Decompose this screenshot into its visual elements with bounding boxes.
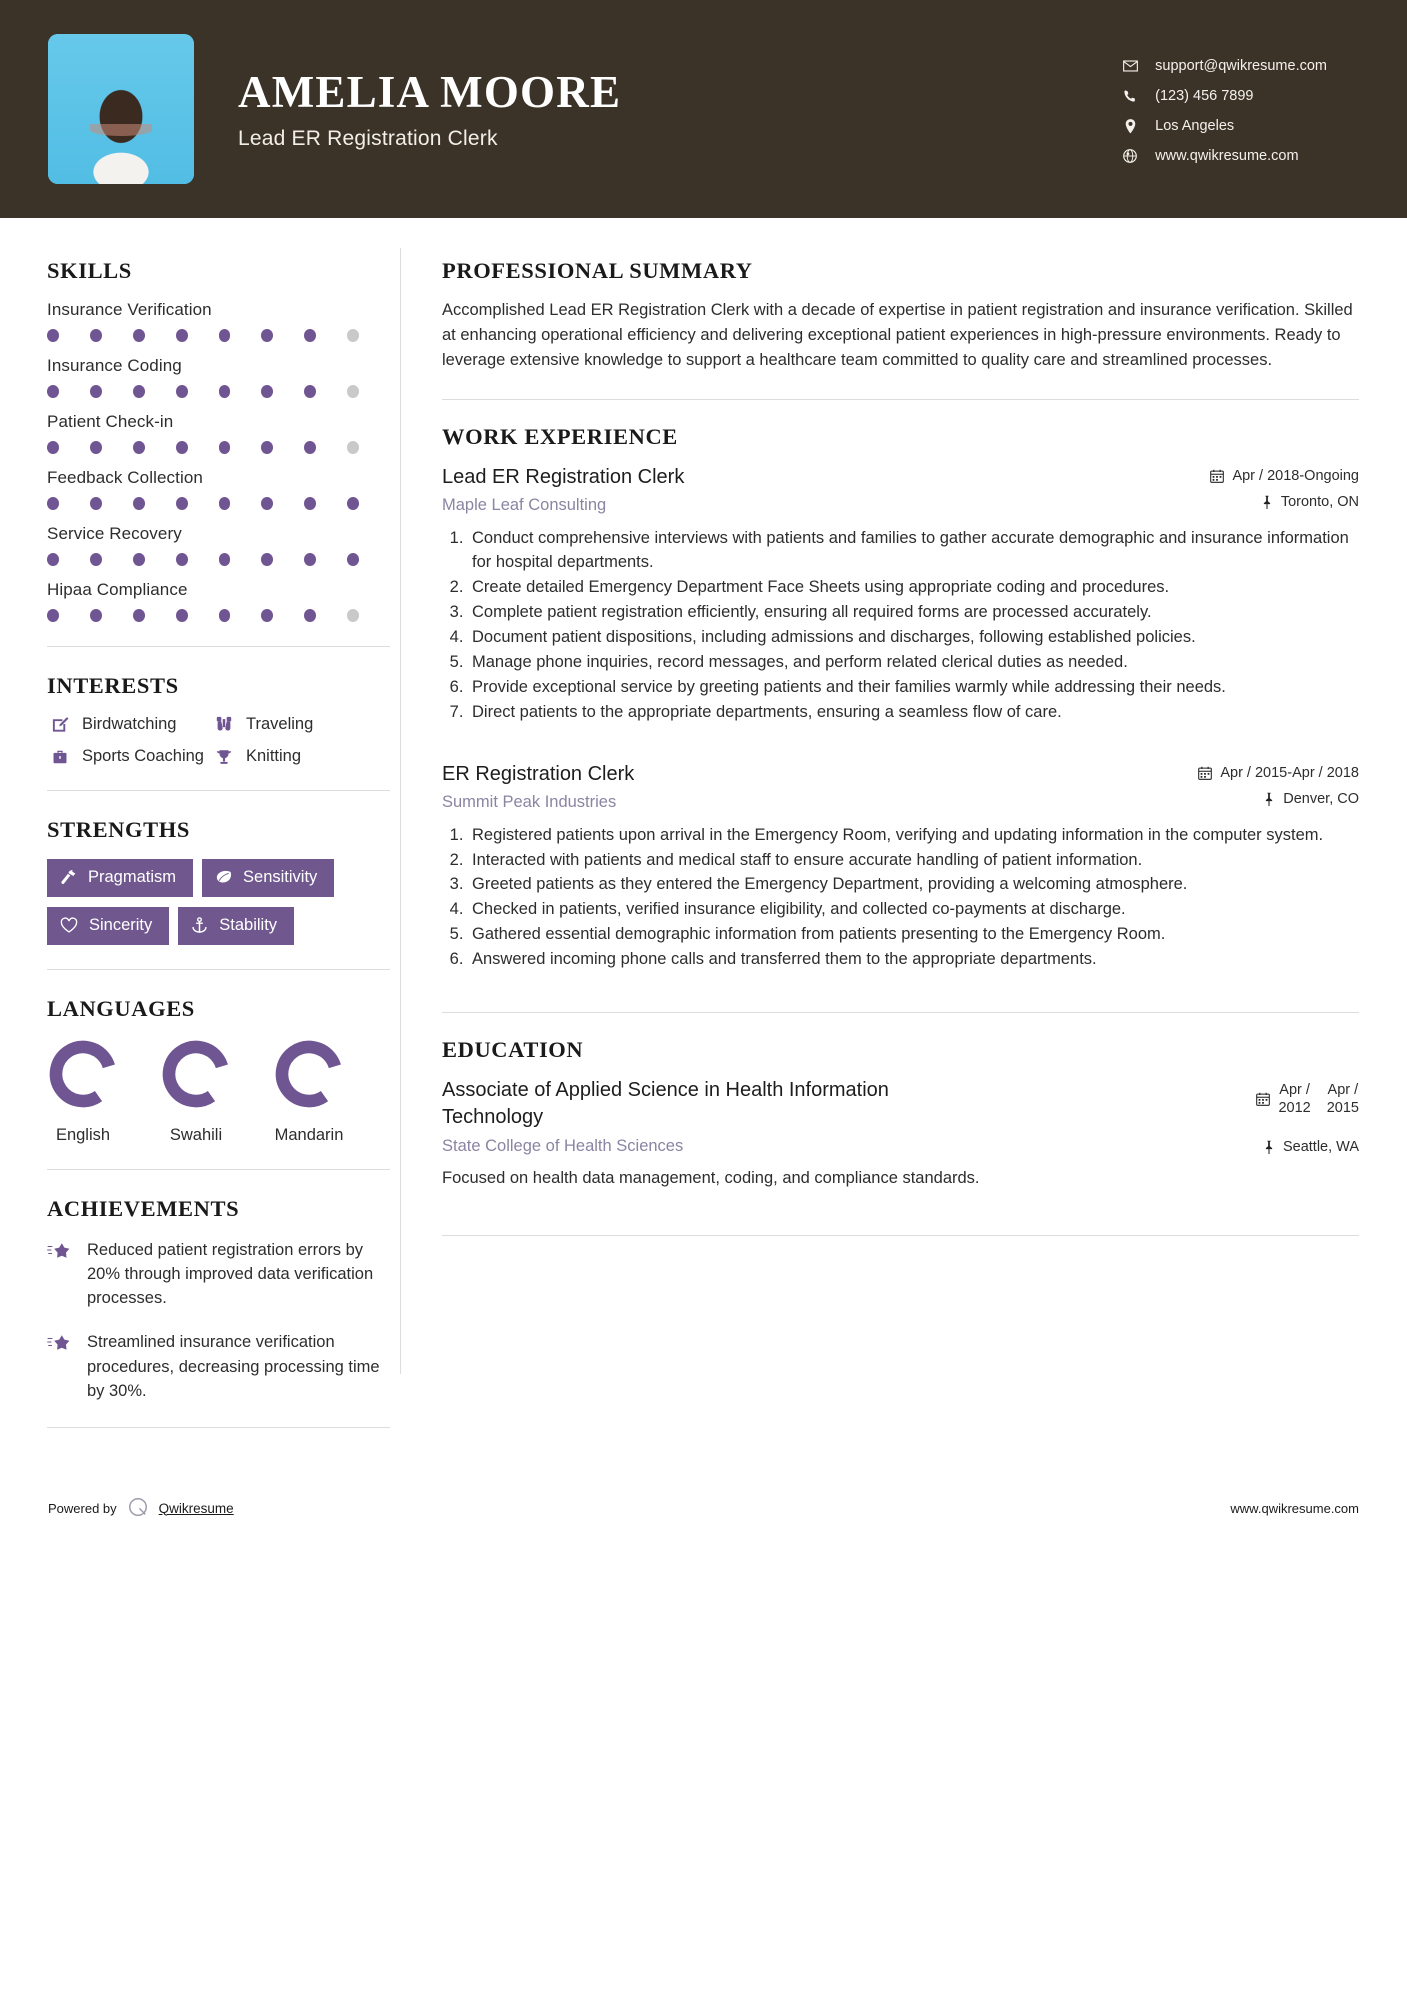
rating-dot [47,385,59,398]
rating-dot [304,609,316,622]
heart-icon [60,917,78,934]
achievement-text: Reduced patient registration errors by 20% through improved data verification processes. [87,1240,374,1308]
rating-dot [304,385,316,398]
divider [47,1427,390,1428]
rating-dot [176,385,188,398]
duty-item: 7. Direct patients to the appropriate departments, ensuring a seamless flow of care. [468,701,1359,725]
skill-label: Insurance Verification [47,300,212,319]
skill-item [47,524,390,566]
section-achievements [47,1196,390,1404]
strength-label: Sincerity [89,915,153,934]
rating-dot [261,441,273,454]
duty-item: 5. Gathered essential demographic information from patients presenting to the Emergency Room. [468,923,1359,947]
duty-item: 3. Greeted patients as they entered the Emergency Department, providing a welcoming atmosphere. [468,873,1359,897]
job-location-text: Toronto, ON [1280,494,1359,511]
summary-title: PROFESSIONAL SUMMARY [442,258,753,283]
divider [47,1169,390,1170]
rating-dot [90,609,102,622]
skill-label: Patient Check-in [47,412,174,431]
education-title: EDUCATION [442,1037,584,1063]
section-professional-summary [442,258,1359,373]
rating-dot [133,497,145,510]
language-label: Mandarin [274,1125,344,1144]
achievements-title: ACHIEVEMENTS [47,1195,240,1221]
contact-website-text[interactable]: www.qwikresume.com [1155,148,1299,164]
education-meta [1256,1077,1359,1155]
map-pin-icon [1263,792,1275,806]
rating-dot [261,497,273,510]
interest-label: Birdwatching [82,715,177,733]
rating-dot [90,385,102,398]
rating-dot [90,441,102,454]
strength-label: Stability [219,915,278,934]
skill-label: Hipaa Compliance [47,580,188,599]
duty-item: 2. Interacted with patients and medical staff to ensure accurate handling of patient information. [468,849,1359,873]
rating-dot [176,553,188,566]
skill-rating [47,329,390,342]
rating-dot [219,497,231,510]
rating-dot [133,609,145,622]
education-date-start [1278,1081,1310,1117]
skill-rating [47,553,390,566]
rating-dot [219,329,231,342]
skill-item [47,412,390,454]
contact-location-text: Los Angeles [1155,118,1235,134]
resume-body [0,218,1407,1454]
divider [47,969,390,970]
job-header [442,761,1359,812]
pencil-square-icon [47,715,73,734]
rating-dot [47,497,59,510]
powered-by-label: Powered by [48,1500,117,1516]
language-item [273,1038,345,1145]
star-icon [47,1238,77,1311]
education-note: Focused on health data management, coding, and compliance standards. [442,1168,980,1187]
interest-label: Traveling [246,715,314,733]
interest-item [211,715,390,734]
skill-rating [47,385,390,398]
education-date [1256,1081,1359,1117]
job-duties [442,824,1359,973]
duty-item: 4. Document patient dispositions, including admissions and discharges, following established policies. [468,626,1359,650]
map-pin-icon [1263,1140,1275,1154]
education-location [1256,1139,1359,1155]
skill-label: Feedback Collection [47,468,203,487]
languages-list [47,1038,390,1145]
interest-item [47,747,207,766]
job-role: ER Registration Clerk [442,762,635,785]
avatar-photo [48,34,194,184]
divider [442,1012,1359,1013]
skill-rating [47,609,390,622]
calendar-icon [1210,469,1224,483]
footer-website[interactable]: www.qwikresume.com [1230,1500,1359,1516]
education-date-start-month: Apr / [1279,1082,1310,1099]
rating-dot [347,609,359,622]
rating-dot [219,441,231,454]
rating-dot [176,329,188,342]
interests-title: INTERESTS [47,673,179,698]
job-role: Lead ER Registration Clerk [442,466,685,489]
rating-dot [219,385,231,398]
rating-dot [90,329,102,342]
rating-dot [347,385,359,398]
binoculars-icon [211,715,237,734]
section-strengths [47,817,390,945]
language-progress-ring [273,1038,345,1110]
achievement-item [47,1238,390,1311]
resume-header [0,0,1407,218]
section-skills [47,258,390,622]
powered-by-block [48,1496,448,1521]
duty-item: 1. Conduct comprehensive interviews with patients and families to gather accurate demographic and insurance information for hospital departments. [468,527,1359,575]
rating-dot [133,329,145,342]
sidebar [0,218,400,1454]
rating-dot [133,441,145,454]
interest-item [47,715,207,734]
skills-title: SKILLS [47,258,132,283]
education-school: State College of Health Sciences [442,1136,684,1155]
job-identity [442,464,684,515]
strength-badge-sensitivity [202,859,334,897]
candidate-name: AMELIA MOORE [238,66,622,117]
rating-dot [304,497,316,510]
job-location-text: Denver, CO [1283,790,1359,807]
section-work-experience [442,424,1359,972]
achievement-item [47,1330,390,1403]
contact-website[interactable] [1119,148,1327,164]
briefcase-icon [47,748,73,766]
job-date [1210,468,1359,484]
summary-text: Accomplished Lead ER Registration Clerk with a decade of expertise in patient registration and insurance verification. Skilled at enhancing operational efficiency and delivering exceptional patient experiences in high-pressure environments. Ready to leverage extensive knowledge to support a healthcare team committed to quality care and streamlined processes. [442,301,1353,370]
skill-label: Service Recovery [47,524,182,543]
achievement-text: Streamlined insurance verification procedures, decreasing processing time by 30%. [87,1333,380,1400]
contact-email-text: support@qwikresume.com [1155,58,1327,74]
education-date-end-year: 2015 [1326,1100,1359,1117]
rating-dot [47,441,59,454]
rating-dot [347,329,359,342]
strength-badge-sincerity [47,907,169,945]
hammer-icon [60,869,77,886]
rating-dot [219,609,231,622]
divider [47,646,390,647]
strength-badge-stability [178,907,294,945]
star-icon [47,1330,77,1403]
education-header [442,1077,1359,1156]
rating-dot [347,441,359,454]
strength-badge-pragmatism [47,859,193,897]
rating-dot [347,497,359,510]
main-column [401,218,1407,1454]
name-block [238,67,621,152]
job-date-text: Apr / 2018-Ongoing [1232,468,1359,485]
section-education [442,1037,1359,1191]
interest-item [211,747,390,766]
education-date-start-year: 2012 [1278,1100,1311,1117]
resume-footer [0,1478,1407,1538]
skill-item [47,300,390,342]
duty-item: 6. Provide exceptional service by greeting patients and their families warmly while addressing their needs. [468,676,1359,700]
envelope-icon [1119,60,1141,72]
strength-label: Pragmatism [88,868,177,886]
rating-dot [261,553,273,566]
job-company: Maple Leaf Consulting [442,496,607,515]
calendar-icon [1198,766,1212,780]
candidate-job-title: Lead ER Registration Clerk [238,127,498,151]
rating-dot [47,609,59,622]
rating-dot [347,553,359,566]
contact-phone-text: (123) 456 7899 [1155,88,1254,104]
trophy-icon [211,748,237,766]
job-header [442,464,1359,515]
education-degree: Associate of Applied Science in Health Information Technology [442,1079,889,1128]
location-pin-icon [1119,119,1141,134]
job-meta [1198,761,1359,807]
language-label: English [55,1125,111,1144]
qwikresume-link[interactable]: Qwikresume [158,1500,234,1516]
qwikresume-logo-icon [127,1496,149,1521]
rating-dot [304,553,316,566]
divider [442,1235,1359,1236]
education-location-text: Seattle, WA [1282,1139,1359,1156]
job-entry [442,761,1359,973]
job-duties [442,527,1359,724]
skill-item [47,356,390,398]
duty-item: 5. Manage phone inquiries, record messages, and perform related clerical duties as needed. [468,651,1359,675]
duty-item: 4. Checked in patients, verified insurance eligibility, and collected co-payments at discharge. [468,898,1359,922]
work-experience-title: WORK EXPERIENCE [442,424,678,450]
rating-dot [261,609,273,622]
phone-icon [1119,89,1141,103]
map-pin-icon [1261,495,1273,509]
education-date-end-month: Apr / [1327,1082,1359,1099]
rating-dot [176,609,188,622]
divider [442,399,1359,400]
job-date [1198,765,1359,781]
duty-item: 6. Answered incoming phone calls and transferred them to the appropriate departments. [468,948,1359,972]
rating-dot [47,329,59,342]
job-entry [442,464,1359,724]
job-location [1210,494,1359,510]
rating-dot [219,553,231,566]
strength-label: Sensitivity [243,868,318,886]
rating-dot [90,553,102,566]
education-date-range [1278,1081,1359,1117]
rating-dot [261,385,273,398]
skill-rating [47,497,390,510]
interests-list [47,715,390,766]
education-identity [442,1077,902,1156]
job-location [1198,791,1359,807]
leaf-icon [215,869,232,886]
job-date-text: Apr / 2015-Apr / 2018 [1220,764,1359,781]
contact-phone[interactable] [1119,88,1327,104]
job-identity [442,761,634,812]
language-progress-ring [47,1038,119,1110]
contact-list [1119,54,1359,164]
job-meta [1210,464,1359,510]
duty-item: 2. Create detailed Emergency Department Face Sheets using appropriate coding and procedures. [468,576,1359,600]
rating-dot [133,553,145,566]
language-item [47,1038,119,1145]
rating-dot [90,497,102,510]
calendar-icon [1256,1092,1270,1106]
duty-item: 3. Complete patient registration efficiently, ensuring all required forms are processed accurately. [468,601,1359,625]
languages-title: LANGUAGES [47,995,195,1021]
language-progress-ring [160,1038,232,1110]
rating-dot [261,329,273,342]
duty-item: 1. Registered patients upon arrival in the Emergency Room, verifying and updating information in the computer system. [468,824,1359,848]
section-interests [47,673,390,766]
rating-dot [176,497,188,510]
anchor-icon [191,917,208,934]
language-item [160,1038,232,1145]
skill-rating [47,441,390,454]
language-label: Swahili [169,1125,223,1144]
rating-dot [47,553,59,566]
strengths-title: STRENGTHS [47,817,190,842]
interest-label: Sports Coaching [82,747,204,765]
rating-dot [304,441,316,454]
rating-dot [304,329,316,342]
skill-label: Insurance Coding [47,356,182,375]
avatar [48,34,194,184]
strengths-list [47,859,390,945]
divider [47,790,390,791]
skill-item [47,468,390,510]
job-company: Summit Peak Industries [442,792,617,811]
skill-item [47,580,390,622]
contact-location [1119,118,1327,134]
globe-icon [1119,149,1141,163]
rating-dot [176,441,188,454]
interest-label: Knitting [246,747,302,765]
contact-email[interactable] [1119,58,1327,74]
section-languages [47,996,390,1145]
rating-dot [133,385,145,398]
education-date-end [1327,1081,1359,1117]
